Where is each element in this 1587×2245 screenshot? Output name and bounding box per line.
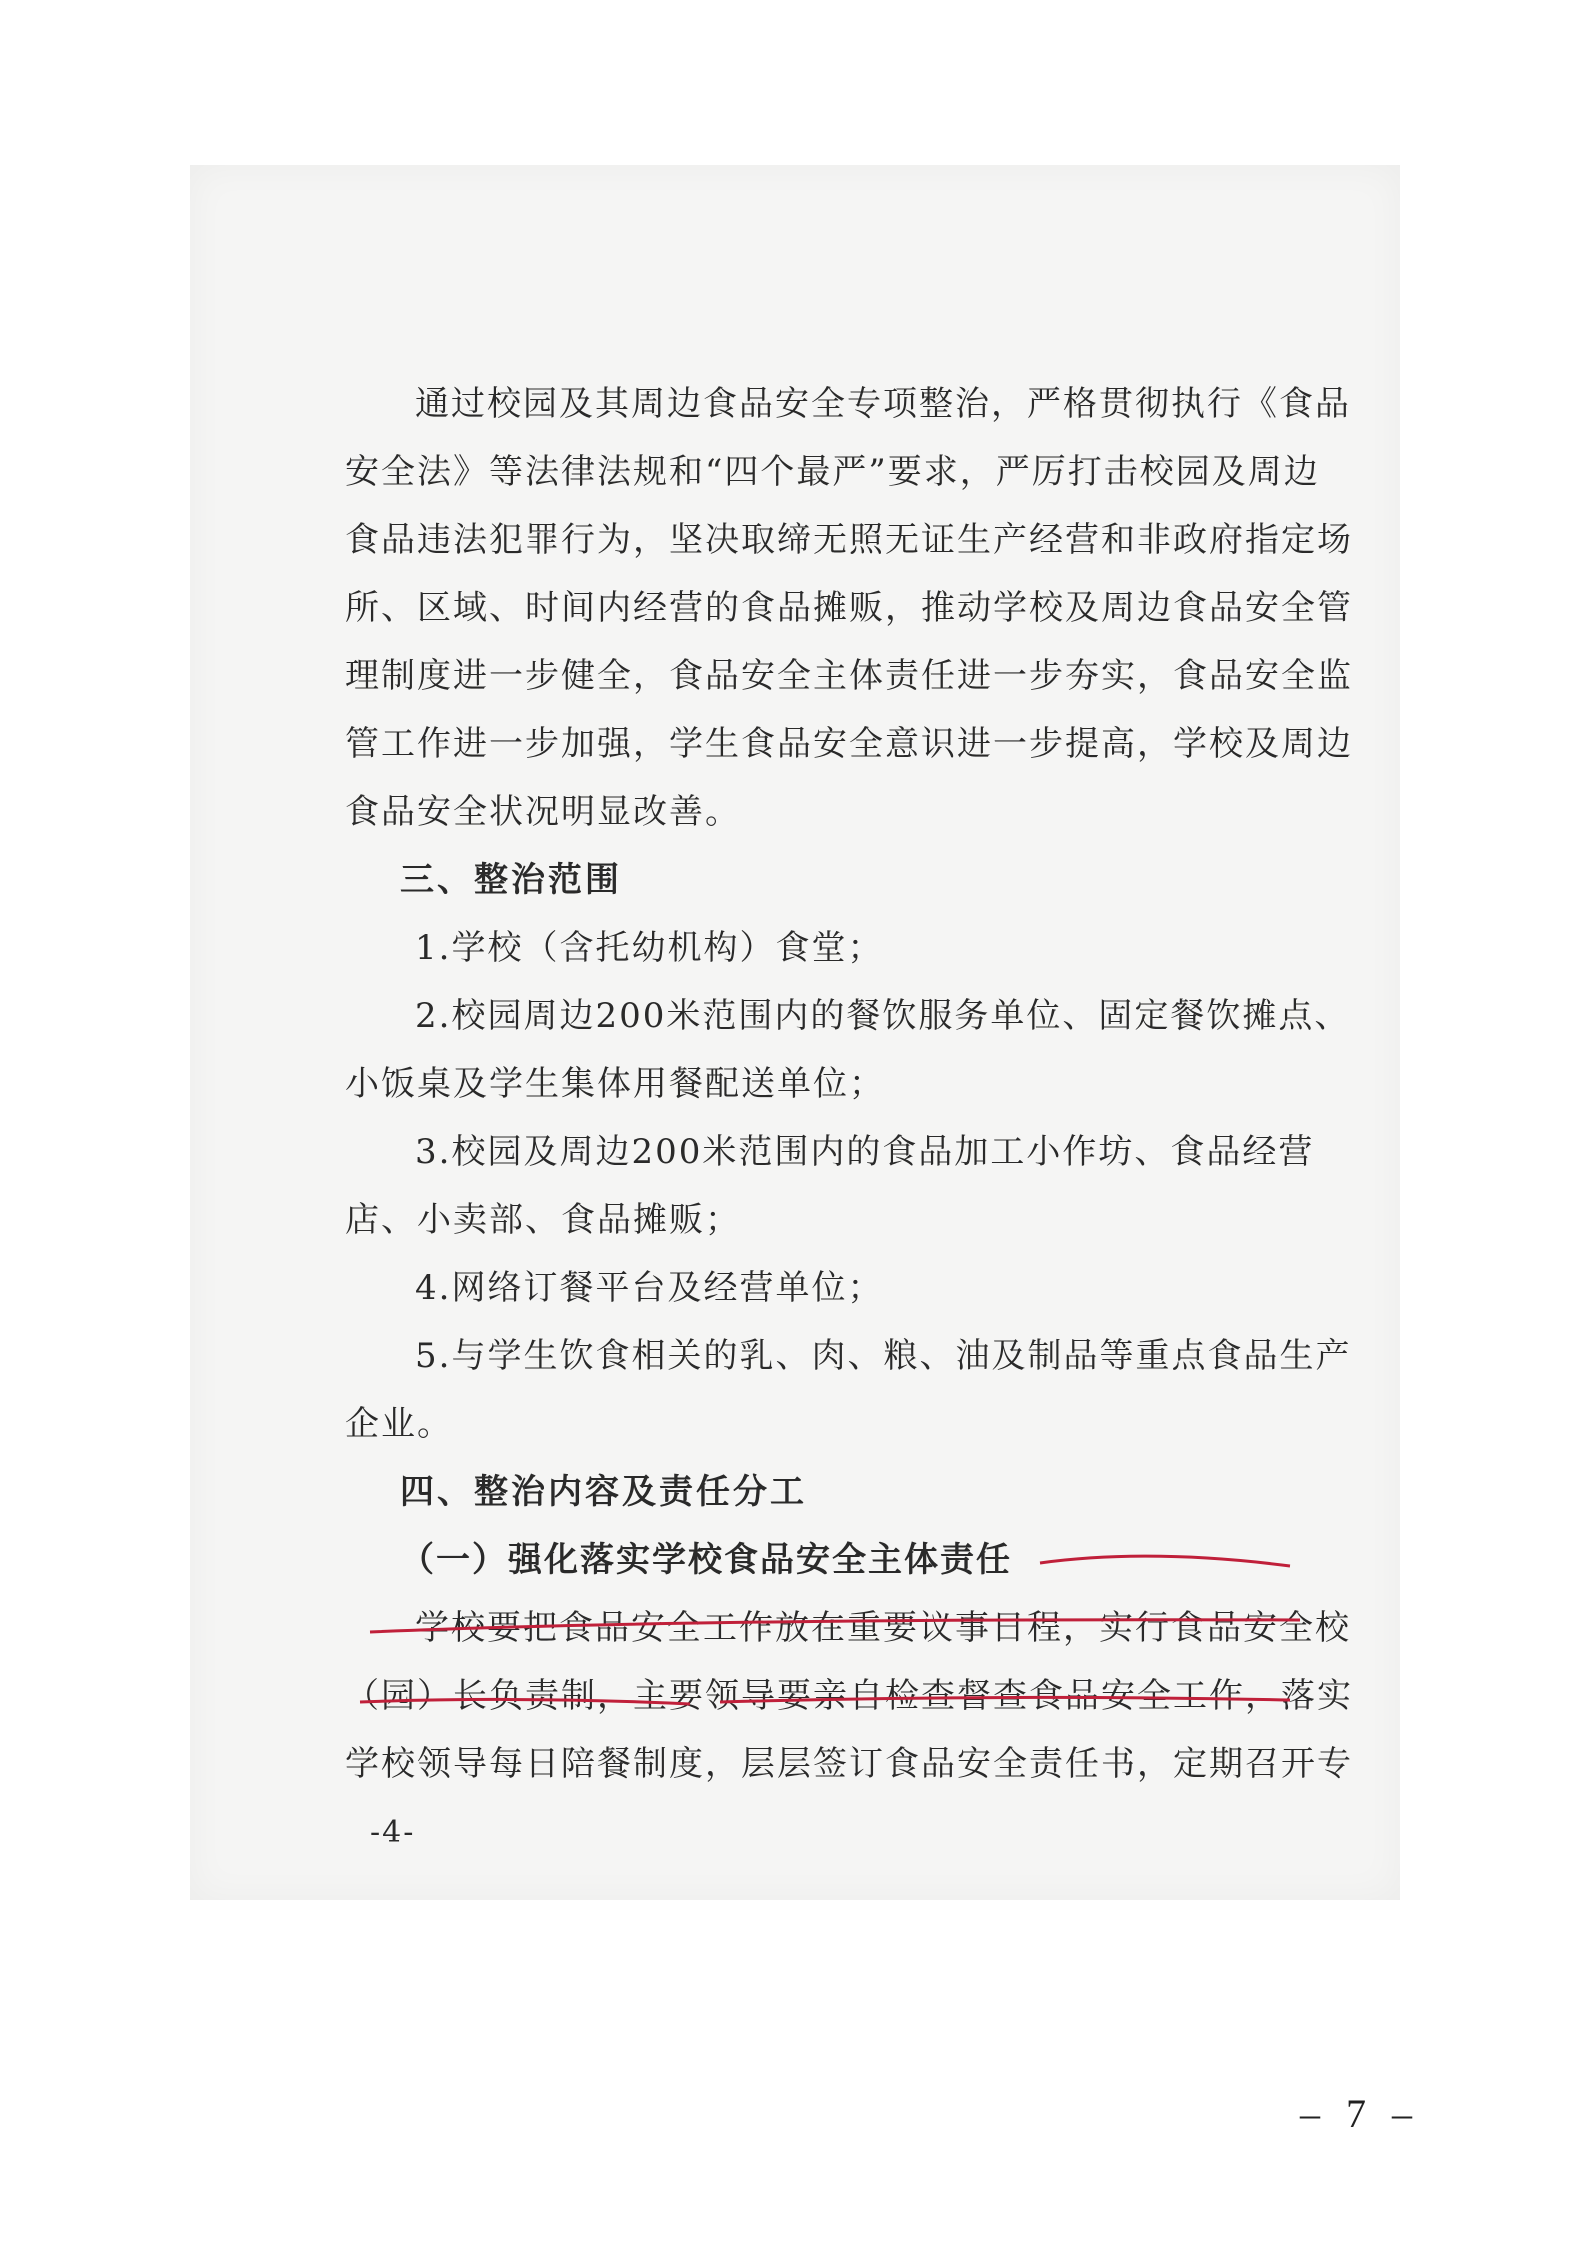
document-body — [345, 370, 1353, 1798]
page-number: – 7 – — [1300, 2091, 1420, 2136]
scope-item: 4.网络订餐平台及经营单位； — [415, 1268, 884, 1308]
intro-line: 通过校园及其周边食品安全专项整治，严格贯彻执行《食品 — [415, 384, 1351, 424]
subsection-line: （园）长负责制，主要领导要亲自检查督查食品安全工作，落实 — [345, 1676, 1353, 1716]
scope-item: 1.学校（含托幼机构）食堂； — [415, 928, 884, 968]
scan-page-number: -4- — [370, 1815, 416, 1850]
intro-line: 理制度进一步健全，食品安全主体责任进一步夯实，食品安全监 — [345, 656, 1353, 696]
section-heading-content: 四、整治内容及责任分工 — [400, 1472, 807, 1512]
subsection-line: 学校领导每日陪餐制度，层层签订食品安全责任书，定期召开专 — [345, 1744, 1353, 1784]
intro-line: 食品违法犯罪行为，坚决取缔无照无证生产经营和非政府指定场 — [345, 520, 1353, 560]
intro-line: 所、区域、时间内经营的食品摊贩，推动学校及周边食品安全管 — [345, 588, 1353, 628]
scope-item: 3.校园及周边200米范围内的食品加工小作坊、食品经营 — [415, 1132, 1315, 1172]
intro-line: 管工作进一步加强，学生食品安全意识进一步提高，学校及周边 — [345, 724, 1353, 764]
scope-item: 企业。 — [345, 1404, 453, 1444]
scope-item: 小饭桌及学生集体用餐配送单位； — [345, 1064, 885, 1104]
section-heading-scope: 三、整治范围 — [400, 860, 622, 900]
subsection-heading: （一）强化落实学校食品安全主体责任 — [400, 1540, 1012, 1580]
intro-line: 安全法》等法律法规和“四个最严”要求，严厉打击校园及周边 — [345, 452, 1320, 492]
scope-item: 5.与学生饮食相关的乳、肉、粮、油及制品等重点食品生产 — [415, 1336, 1352, 1376]
subsection-line: 学校要把食品安全工作放在重要议事日程，实行食品安全校 — [415, 1608, 1351, 1648]
scope-item: 2.校园周边200米范围内的餐饮服务单位、固定餐饮摊点、 — [415, 996, 1351, 1036]
scope-item: 店、小卖部、食品摊贩； — [345, 1200, 741, 1240]
intro-line: 食品安全状况明显改善。 — [345, 792, 741, 832]
